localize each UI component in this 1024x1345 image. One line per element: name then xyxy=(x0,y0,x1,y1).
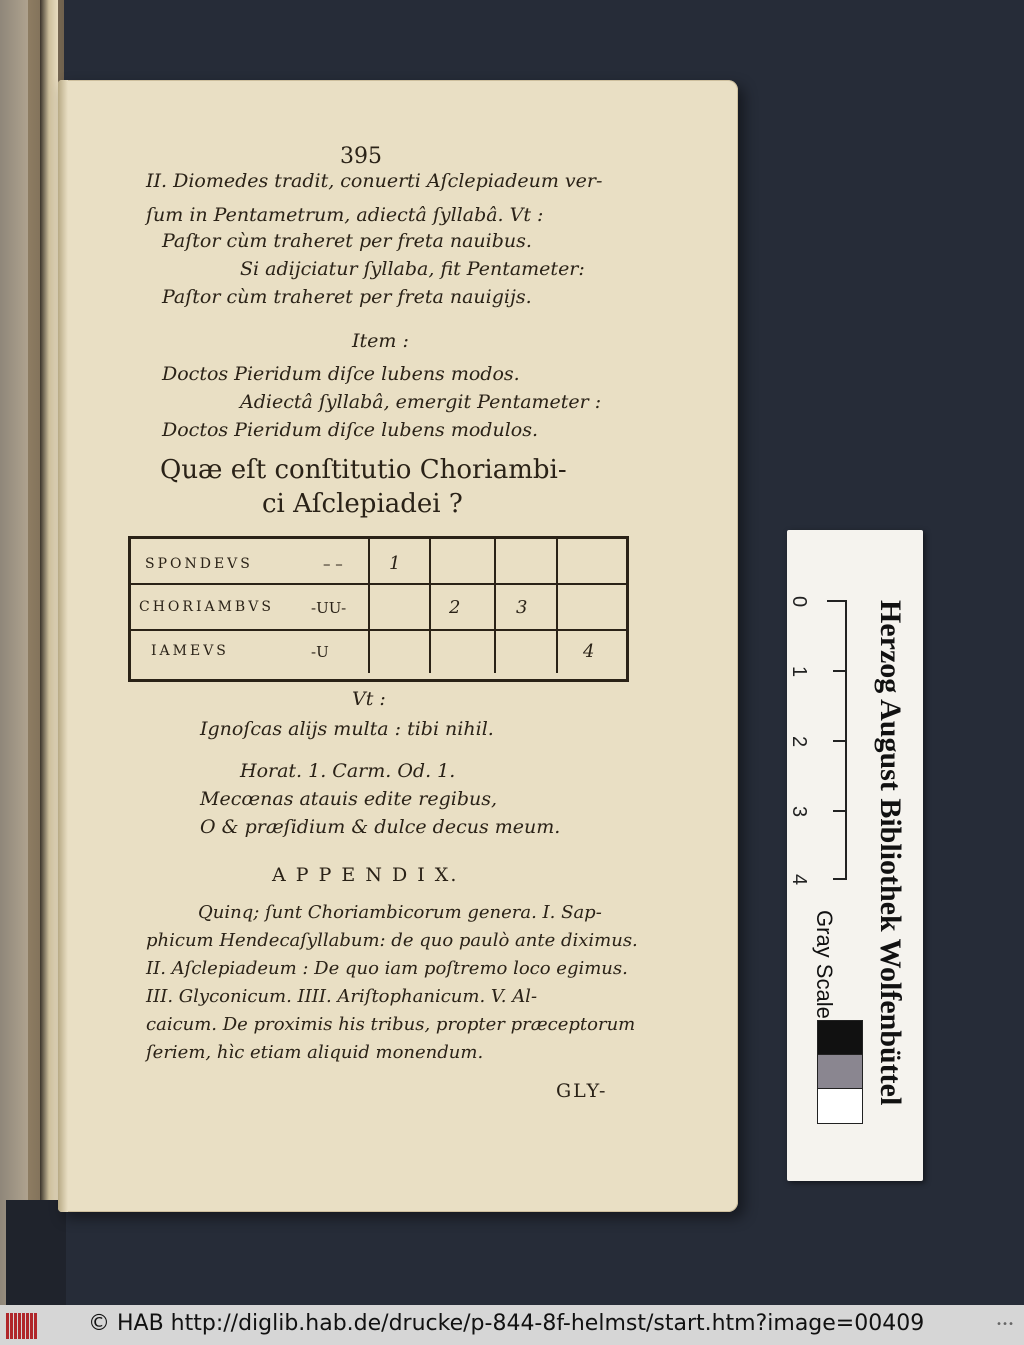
section-heading-line-1: Quæ eſt conſtitutio Choriambi- xyxy=(160,455,567,485)
ruler-scale-label: Gray Scale xyxy=(812,910,837,1019)
meter-mark: -UU- xyxy=(311,599,347,617)
ruler-digit: 2 xyxy=(788,735,811,748)
text-line: III. Glyconicum. IIII. Ariſtophanicum. V. Al- xyxy=(146,986,538,1007)
color-ruler xyxy=(787,530,923,1181)
hab-logo-icon xyxy=(6,1313,46,1339)
text-line: Paſtor cùm traheret per freta nauibus. xyxy=(162,230,532,252)
text-line: II. Diomedes tradit, conuerti Aſclepiadeum ver- xyxy=(146,170,603,192)
text-line: Paſtor cùm traheret per freta nauigijs. xyxy=(162,286,532,308)
gray-swatch-mid xyxy=(817,1054,863,1090)
meter-mark: -U xyxy=(311,643,329,661)
text-line: Item : xyxy=(352,330,409,352)
gray-swatch-white xyxy=(817,1088,863,1124)
viewer-footer xyxy=(0,1305,1024,1345)
table-number: 2 xyxy=(449,597,461,618)
ruler-digit: 1 xyxy=(788,665,811,678)
text-line: Quinq; ſunt Choriambicorum genera. I. Sap- xyxy=(198,902,602,923)
gray-swatch-black xyxy=(817,1020,863,1056)
text-line: Mecœnas atauis edite regibus, xyxy=(200,788,498,810)
page-number: 395 xyxy=(340,144,382,169)
text-line: II. Aſclepiadeum : De quo iam poſtremo loco egimus. xyxy=(146,958,628,979)
ruler-digit: 4 xyxy=(788,873,811,886)
catchword: GLY- xyxy=(556,1080,608,1102)
text-line: Doctos Pieridum diſce lubens modulos. xyxy=(162,419,539,441)
table-number: 1 xyxy=(389,553,401,574)
meter-mark: – – xyxy=(323,555,343,573)
text-line: phicum Hendecaſyllabum: de quo paulò ante diximus. xyxy=(146,930,638,951)
menu-dots-icon[interactable]: ••• xyxy=(995,1319,1014,1330)
table-row-label: IAMEVS xyxy=(151,643,229,659)
meter-table xyxy=(128,536,629,682)
text-line: Si adijciatur ſyllaba, fit Pentameter: xyxy=(240,258,585,280)
table-number: 4 xyxy=(583,641,595,662)
ruler-digit: 3 xyxy=(788,805,811,818)
text-line: Adiectâ ſyllabâ, emergit Pentameter : xyxy=(240,391,602,413)
ruler-digit: 0 xyxy=(788,595,811,608)
adjacent-page-edge xyxy=(0,0,64,1305)
ruler-library-name: Herzog August Bibliothek Wolfenbüttel xyxy=(874,600,907,1106)
section-heading-line-2: ci Aſclepiadei ? xyxy=(262,489,463,519)
text-line: caicum. De proximis his tribus, propter præceptorum xyxy=(146,1014,636,1035)
table-number: 3 xyxy=(516,597,528,618)
credit-link[interactable]: © HAB http://diglib.hab.de/drucke/p-844-8f-helmst/start.htm?image=00409 xyxy=(88,1311,925,1336)
text-line: O & præſidium & dulce decus meum. xyxy=(200,816,561,838)
text-line: Horat. 1. Carm. Od. 1. xyxy=(240,760,456,782)
appendix-title: A P P E N D I X. xyxy=(272,864,459,886)
text-line: Ignoſcas alijs multa : tibi nihil. xyxy=(200,718,494,740)
text-line: Doctos Pieridum diſce lubens modos. xyxy=(162,363,520,385)
table-row-label: SPONDEVS xyxy=(145,556,253,572)
text-line: Vt : xyxy=(352,688,386,710)
table-row-label: CHORIAMBVS xyxy=(139,599,274,615)
text-line: ſum in Pentametrum, adiectâ ſyllabâ. Vt : xyxy=(146,204,544,226)
text-line: ſeriem, hìc etiam aliquid monendum. xyxy=(146,1042,484,1063)
